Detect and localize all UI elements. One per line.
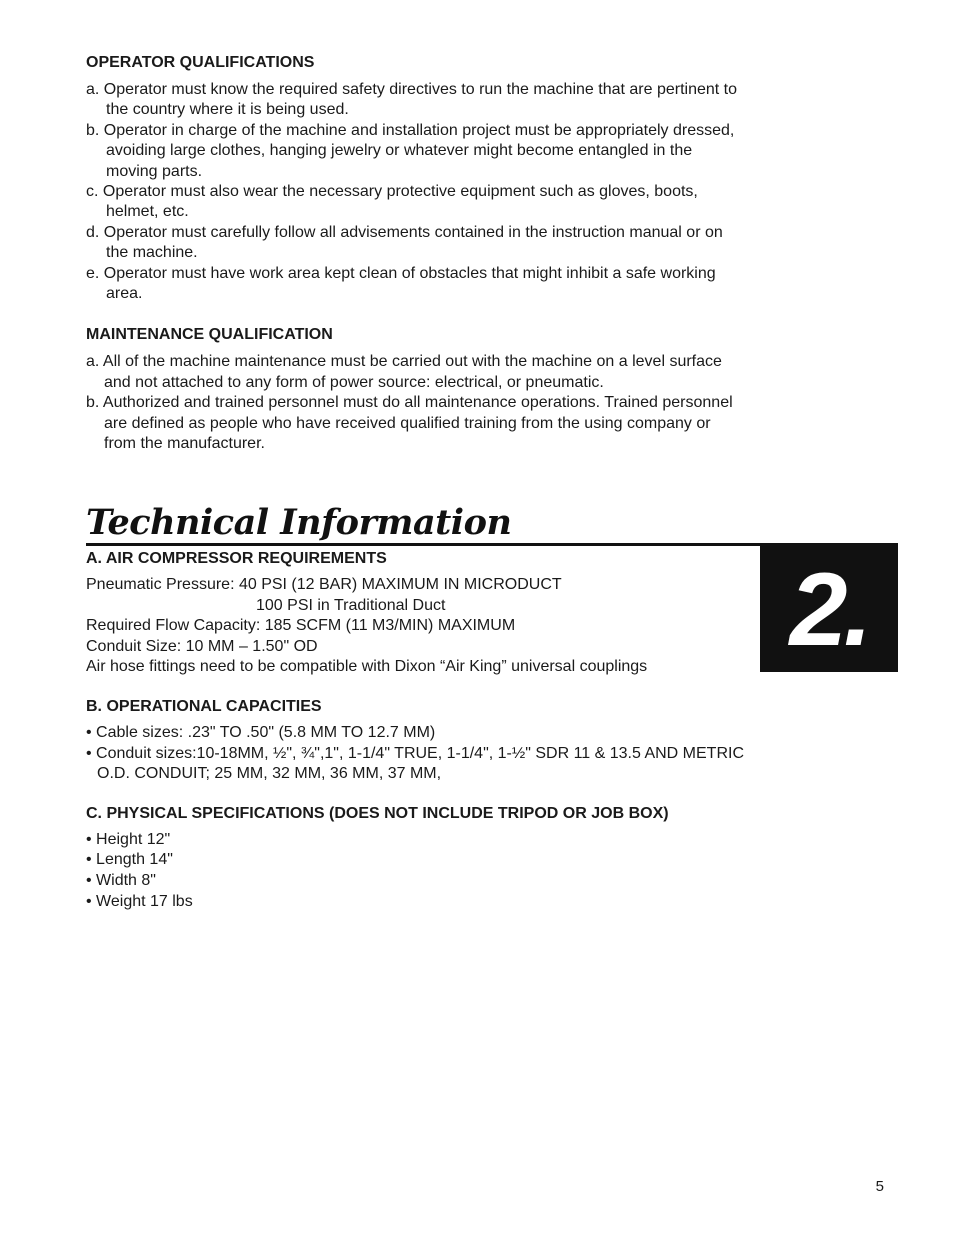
physical-specifications <box>86 803 756 912</box>
section-title: Technical Information <box>86 502 512 543</box>
page-number: 5 <box>875 1178 884 1195</box>
list-item: b. Authorized and trained personnel must do all maintenance operations. Trained personnel are defined as people who have received qualified training from the using company or from the manufacturer. <box>86 394 733 453</box>
operator-heading: OPERATOR QUALIFICATIONS <box>86 54 315 71</box>
physical-heading: C. PHYSICAL SPECIFICATIONS (DOES NOT INCLUDE TRIPOD OR JOB BOX) <box>86 804 669 822</box>
list-item: • Length 14" <box>86 851 173 869</box>
physical-list <box>86 830 756 912</box>
list-item: • Conduit sizes:10-18MM, ½", ¾",1", 1-1/4" TRUE, 1-1/4", 1-½" SDR 11 & 13.5 AND METRIC O.D. CONDUIT; 25 MM, 32 MM, 36 MM, 37 MM, <box>86 744 744 783</box>
list-item: b. Operator in charge of the machine and installation project must be appropriately dressed, avoiding large clothes, hanging jewelry or whatever might become entangled in the moving parts. <box>86 121 735 180</box>
list-item: • Weight 17 lbs <box>86 892 193 910</box>
maintenance-list <box>86 352 746 454</box>
air-line: Conduit Size: 10 MM – 1.50" OD <box>86 637 318 655</box>
technical-section <box>86 548 756 912</box>
maintenance-qualification <box>86 324 746 454</box>
list-item: a. Operator must know the required safety directives to run the machine that are pertinent to the country where it is being used. <box>86 81 738 119</box>
chapter-number: 2. <box>789 551 869 668</box>
operational-list <box>86 723 756 785</box>
list-item: c. Operator must also wear the necessary protective equipment such as gloves, boots, helmet, etc. <box>86 183 698 221</box>
list-item: • Width 8" <box>86 871 156 889</box>
air-line: 100 PSI in Traditional Duct <box>256 596 446 614</box>
air-lines <box>86 575 756 678</box>
operational-heading: B. OPERATIONAL CAPACITIES <box>86 697 322 715</box>
qualifications-section <box>86 52 746 455</box>
operator-list <box>86 80 746 304</box>
air-line: Pneumatic Pressure: 40 PSI (12 BAR) MAXIMUM IN MICRODUCT <box>86 576 562 593</box>
list-item: a. All of the machine maintenance must be carried out with the machine on a level surface and not attached to any form of power source: electrical, or pneumatic. <box>86 353 722 391</box>
operational-capacities <box>86 696 756 785</box>
air-line: Required Flow Capacity: 185 SCFM (11 M3/MIN) MAXIMUM <box>86 617 516 635</box>
spacer <box>86 785 756 803</box>
list-item: e. Operator must have work area kept clean of obstacles that might inhibit a safe working area. <box>86 264 716 303</box>
air-heading: A. AIR COMPRESSOR REQUIREMENTS <box>86 550 387 567</box>
air-compressor-requirements <box>86 548 756 678</box>
chapter-badge <box>760 543 898 672</box>
operator-qualifications <box>86 52 746 304</box>
list-item: • Height 12" <box>86 830 171 848</box>
list-item: • Cable sizes: .23" TO .50" (5.8 MM TO 12.7 MM) <box>86 723 436 741</box>
maintenance-heading: MAINTENANCE QUALIFICATION <box>86 326 333 344</box>
air-line: Air hose fittings need to be compatible with Dixon “Air King” universal couplings <box>86 658 648 676</box>
spacer <box>86 678 756 696</box>
list-item: d. Operator must carefully follow all advisements contained in the instruction manual or on the machine. <box>86 223 723 262</box>
